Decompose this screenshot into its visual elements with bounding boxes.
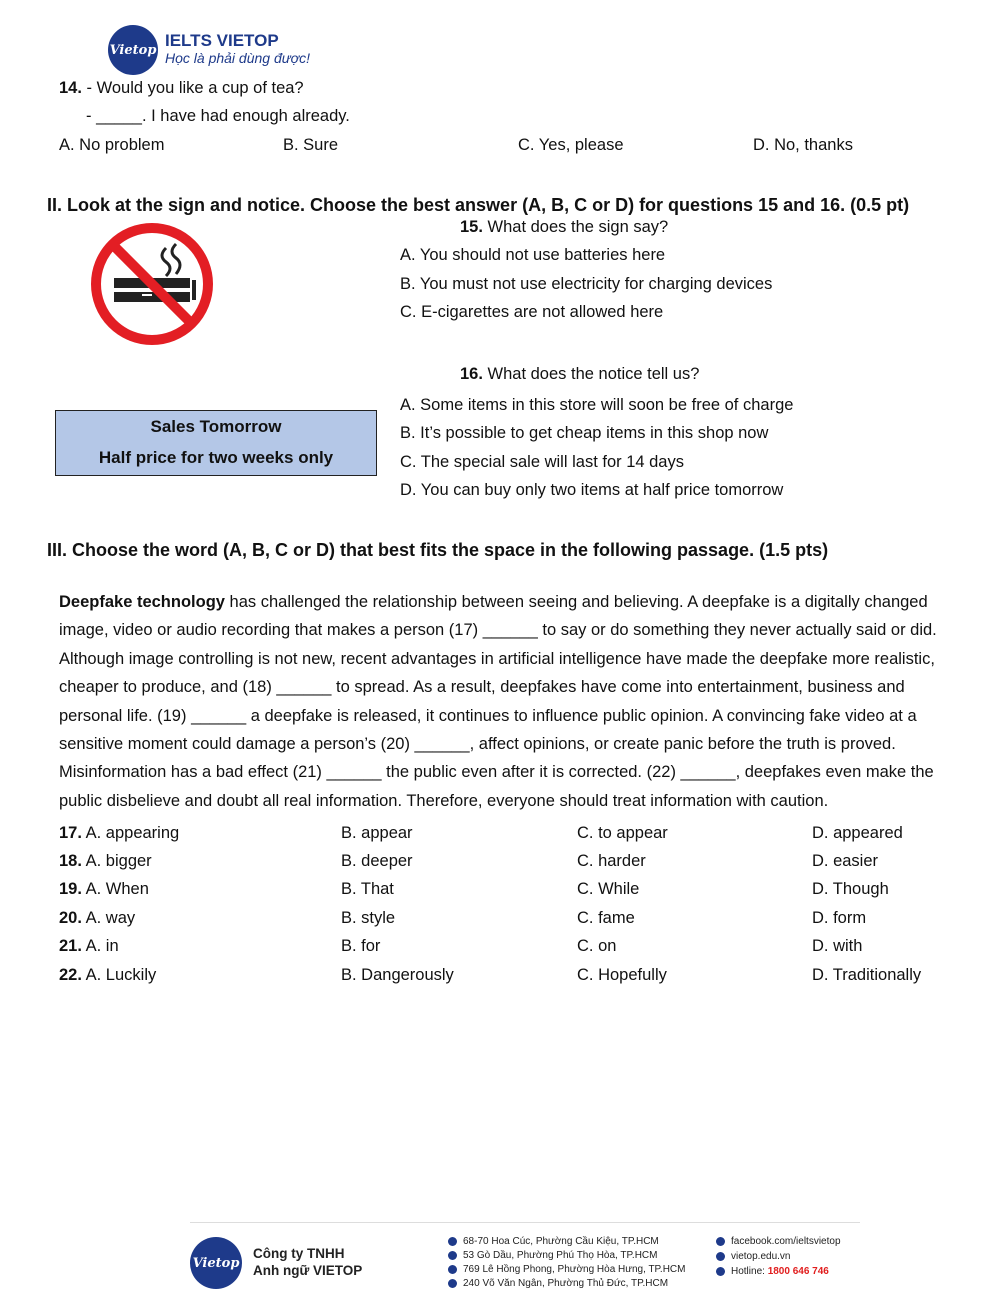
q21-option-d: D. with	[812, 937, 863, 955]
passage-line: public disbelieve and doubt all real information. Therefore, everyone should treat information with caution.	[59, 791, 829, 810]
no-ecigarette-sign	[88, 220, 216, 348]
passage-line: Misinformation has a bad effect (21) ______ the public even after it is corrected. (22) ______, deepfakes even make the	[59, 763, 934, 782]
footer-company-line1: Công ty TNHH	[253, 1246, 345, 1261]
brand-slogan: Học là phải dùng được!	[165, 50, 310, 66]
phone-icon	[716, 1267, 725, 1276]
q21-option-a: 21. A. in	[59, 937, 119, 955]
passage-line: Deepfake technology has challenged the relationship between seeing and believing. A deepfake is a digitally changed	[59, 593, 928, 611]
footer-address-2: 53 Gò Dầu, Phường Phú Thọ Hòa, TP.HCM	[448, 1250, 657, 1261]
q22-option-b: B. Dangerously	[341, 966, 454, 984]
q18-option-a: 18. A. bigger	[59, 852, 152, 870]
vietop-logo	[108, 25, 158, 75]
q16-option-b: B. It’s possible to get cheap items in this shop now	[400, 424, 769, 442]
footer-logo-text: Vietop	[192, 1255, 240, 1271]
logo-text: Vietop	[109, 42, 157, 58]
q15-option-a: A. You should not use batteries here	[400, 246, 666, 264]
q16-number: 16.	[460, 365, 483, 383]
q14-option-c: C. Yes, please	[518, 136, 624, 154]
q19-option-d: D. Though	[812, 880, 889, 898]
q16-option-a: A. Some items in this store will soon be free of charge	[400, 396, 794, 414]
q14-option-d: D. No, thanks	[753, 136, 853, 154]
footer-address-1: 68-70 Hoa Cúc, Phường Cầu Kiệu, TP.HCM	[448, 1236, 659, 1247]
q14-line2: - _____. I have had enough already.	[86, 107, 350, 125]
q20-option-c: C. fame	[577, 909, 635, 927]
q14-option-a: A. No problem	[59, 136, 165, 154]
q16-option-d: D. You can buy only two items at half price tomorrow	[400, 481, 784, 499]
q15-question: 15. What does the sign say?	[460, 218, 669, 236]
passage-line: cheaper to produce, and (18) ______ to spread. As a result, deepfakes have come into entertainment, business and	[59, 678, 905, 697]
q16-question: 16. What does the notice tell us?	[460, 365, 700, 383]
q19-option-b: B. That	[341, 880, 394, 898]
passage-line: personal life. (19) ______ a deepfake is released, it continues to influence public opinion. A convincing fake video at a	[59, 706, 917, 725]
q15-option-b: B. You must not use electricity for charging devices	[400, 275, 773, 293]
notice-line2: Half price for two weeks only	[98, 448, 334, 467]
footer-address-4: 240 Võ Văn Ngân, Phường Thủ Đức, TP.HCM	[448, 1278, 668, 1289]
q17-option-b: B. appear	[341, 824, 413, 842]
passage-line: sensitive moment could damage a person’s (20) ______, affect opinions, or create panic before the truth is proved.	[59, 735, 896, 754]
q19-option-c: C. While	[577, 880, 640, 898]
q14-option-b: B. Sure	[283, 136, 339, 154]
q22-option-d: D. Traditionally	[812, 966, 922, 984]
q20-option-d: D. form	[812, 909, 867, 927]
passage-line: image, video or audio recording that makes a person (17) ______ to say or do something they never actually said or did.	[59, 621, 937, 640]
globe-icon	[716, 1252, 725, 1261]
section-2-heading: II. Look at the sign and notice. Choose the best answer (A, B, C or D) for questions 15 and 16. (0.5 pt)	[47, 195, 910, 215]
footer-logo	[190, 1237, 242, 1289]
q14-number: 14.	[59, 79, 82, 97]
q19-option-a: 19. A. When	[59, 880, 149, 898]
q18-option-c: C. harder	[577, 852, 646, 870]
q18-option-d: D. easier	[812, 852, 879, 870]
location-icon	[448, 1251, 457, 1260]
q20-option-b: B. style	[341, 909, 396, 927]
q22-option-a: 22. A. Luckily	[59, 966, 157, 984]
sales-notice	[55, 410, 377, 476]
location-icon	[448, 1265, 457, 1274]
q20-option-a: 20. A. way	[59, 909, 136, 927]
footer-address-3: 769 Lê Hồng Phong, Phường Hòa Hưng, TP.HCM	[448, 1264, 686, 1275]
footer-hotline: Hotline: 1800 646 746	[716, 1266, 829, 1277]
section-3-heading: III. Choose the word (A, B, C or D) that best fits the space in the following passage. (1.5 pts)	[47, 540, 829, 560]
q15-option-c: C. E-cigarettes are not allowed here	[400, 303, 664, 321]
notice-line1: Sales Tomorrow	[150, 417, 282, 436]
q15-number: 15.	[460, 218, 483, 236]
footer-divider	[190, 1222, 860, 1223]
location-icon	[448, 1237, 457, 1246]
q17-option-a: 17. A. appearing	[59, 824, 180, 842]
facebook-icon	[716, 1237, 725, 1246]
q21-option-c: C. on	[577, 937, 617, 955]
brand-name: IELTS VIETOP	[165, 31, 279, 50]
q17-option-c: C. to appear	[577, 824, 668, 842]
location-icon	[448, 1279, 457, 1288]
passage-line: Although image controlling is not new, recent advantages in artificial intelligence have made the deepfake more realistic,	[59, 649, 935, 668]
deepfake-passage	[59, 588, 937, 815]
footer-company-line2: Anh ngữ VIETOP	[253, 1263, 363, 1278]
q22-option-c: C. Hopefully	[577, 966, 667, 984]
q21-option-b: B. for	[341, 937, 381, 955]
no-smoking-icon	[88, 220, 216, 348]
q17-option-d: D. appeared	[812, 824, 903, 842]
footer-website[interactable]: vietop.edu.vn	[716, 1251, 791, 1262]
q14-line1: 14. - Would you like a cup of tea?	[59, 79, 304, 97]
q18-option-b: B. deeper	[341, 852, 413, 870]
footer-facebook[interactable]: facebook.com/ieltsvietop	[716, 1236, 841, 1247]
q16-option-c: C. The special sale will last for 14 days	[400, 453, 684, 471]
passage-bold-term: Deepfake technology	[59, 593, 225, 611]
